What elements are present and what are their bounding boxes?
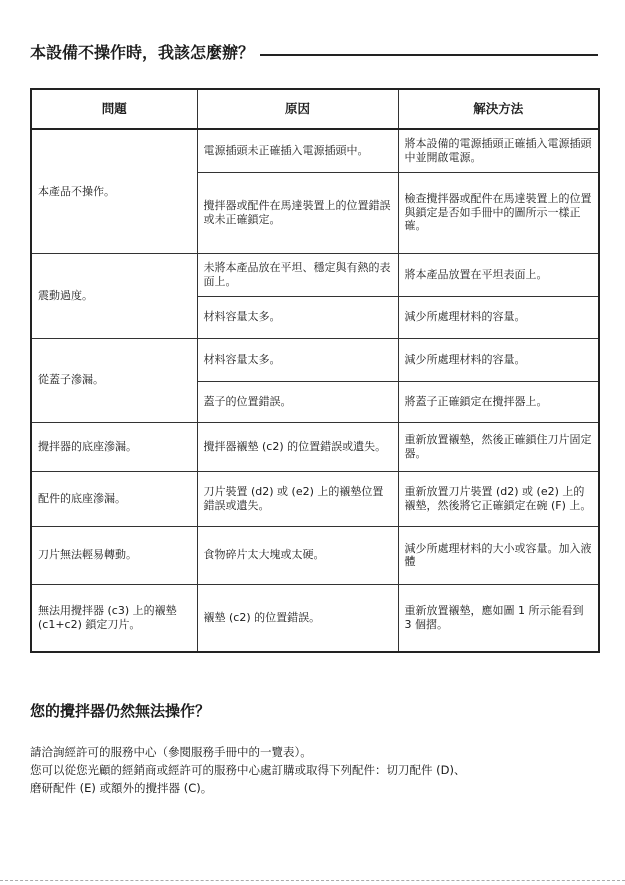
troubleshooting-table bbox=[30, 88, 600, 653]
solution-cell: 檢查攪拌器或配件在馬達裝置上的位置與鎖定是否如手冊中的圖所示一樣正確。 bbox=[398, 172, 599, 253]
table-row bbox=[31, 471, 599, 526]
table-header-row bbox=[31, 89, 599, 129]
title-rule bbox=[260, 54, 598, 56]
body-line: 請洽詢經許可的服務中心（參閱服務手冊中的一覽表）。 bbox=[30, 745, 312, 759]
solution-cell: 減少所處理材料的容量。 bbox=[398, 296, 599, 338]
solution-cell: 減少所處理材料的大小或容量。加入液體 bbox=[398, 526, 599, 584]
cause-cell: 襯墊 (c2) 的位置錯誤。 bbox=[197, 584, 398, 652]
cause-cell: 刀片裝置 (d2) 或 (e2) 上的襯墊位置錯誤或遺失。 bbox=[197, 471, 398, 526]
body-line: 磨研配件 (E) 或額外的攪拌器 (C)。 bbox=[30, 781, 213, 795]
problem-cell: 配件的底座滲漏。 bbox=[31, 471, 197, 526]
header-problem: 問題 bbox=[31, 89, 197, 129]
table-row bbox=[31, 526, 599, 584]
cause-cell: 攪拌器或配件在馬達裝置上的位置錯誤或未正確鎖定。 bbox=[197, 172, 398, 253]
page-heading-row bbox=[30, 38, 598, 64]
solution-cell: 將本設備的電源插頭正確插入電源插頭中並開啟電源。 bbox=[398, 129, 599, 172]
solution-cell: 重新放置刀片裝置 (d2) 或 (e2) 上的襯墊，然後將它正確鎖定在碗 (F) 上。 bbox=[398, 471, 599, 526]
problem-cell: 刀片無法輕易轉動。 bbox=[31, 526, 197, 584]
table-row bbox=[31, 584, 599, 652]
cause-cell: 蓋子的位置錯誤。 bbox=[197, 381, 398, 422]
problem-cell: 震動過度。 bbox=[31, 253, 197, 338]
cause-cell: 食物碎片太大塊或太硬。 bbox=[197, 526, 398, 584]
problem-cell: 本產品不操作。 bbox=[31, 129, 197, 253]
header-solution: 解決方法 bbox=[398, 89, 599, 129]
solution-cell: 重新放置襯墊，應如圖 1 所示能看到 3 個摺。 bbox=[398, 584, 599, 652]
cause-cell: 攪拌器襯墊 (c2) 的位置錯誤或遺失。 bbox=[197, 422, 398, 471]
cause-cell: 電源插頭未正確插入電源插頭中。 bbox=[197, 129, 398, 172]
table-row bbox=[31, 422, 599, 471]
table-row bbox=[31, 129, 599, 172]
header-cause: 原因 bbox=[197, 89, 398, 129]
footer-rule bbox=[0, 880, 625, 881]
page-title: 本設備不操作時，我該怎麼辦？ bbox=[30, 42, 255, 62]
solution-cell: 重新放置襯墊，然後正確鎖住刀片固定器。 bbox=[398, 422, 599, 471]
solution-cell: 減少所處理材料的容量。 bbox=[398, 338, 599, 381]
problem-cell: 無法用攪拌器 (c3) 上的襯墊 (c1+c2) 鎖定刀片。 bbox=[31, 584, 197, 652]
cause-cell: 材料容量太多。 bbox=[197, 296, 398, 338]
cause-cell: 材料容量太多。 bbox=[197, 338, 398, 381]
problem-cell: 從蓋子滲漏。 bbox=[31, 338, 197, 422]
table-row bbox=[31, 338, 599, 381]
body-line: 您可以從您光顧的經銷商或經許可的服務中心處訂購或取得下列配件：切刀配件 (D)、 bbox=[30, 763, 466, 777]
section-heading: 您的攪拌器仍然無法操作？ bbox=[30, 702, 211, 720]
solution-cell: 將蓋子正確鎖定在攪拌器上。 bbox=[398, 381, 599, 422]
problem-cell: 攪拌器的底座滲漏。 bbox=[31, 422, 197, 471]
solution-cell: 將本產品放置在平坦表面上。 bbox=[398, 253, 599, 296]
cause-cell: 未將本產品放在平坦、穩定與有熱的表面上。 bbox=[197, 253, 398, 296]
still-not-working-section bbox=[30, 700, 598, 797]
table-row bbox=[31, 253, 599, 296]
